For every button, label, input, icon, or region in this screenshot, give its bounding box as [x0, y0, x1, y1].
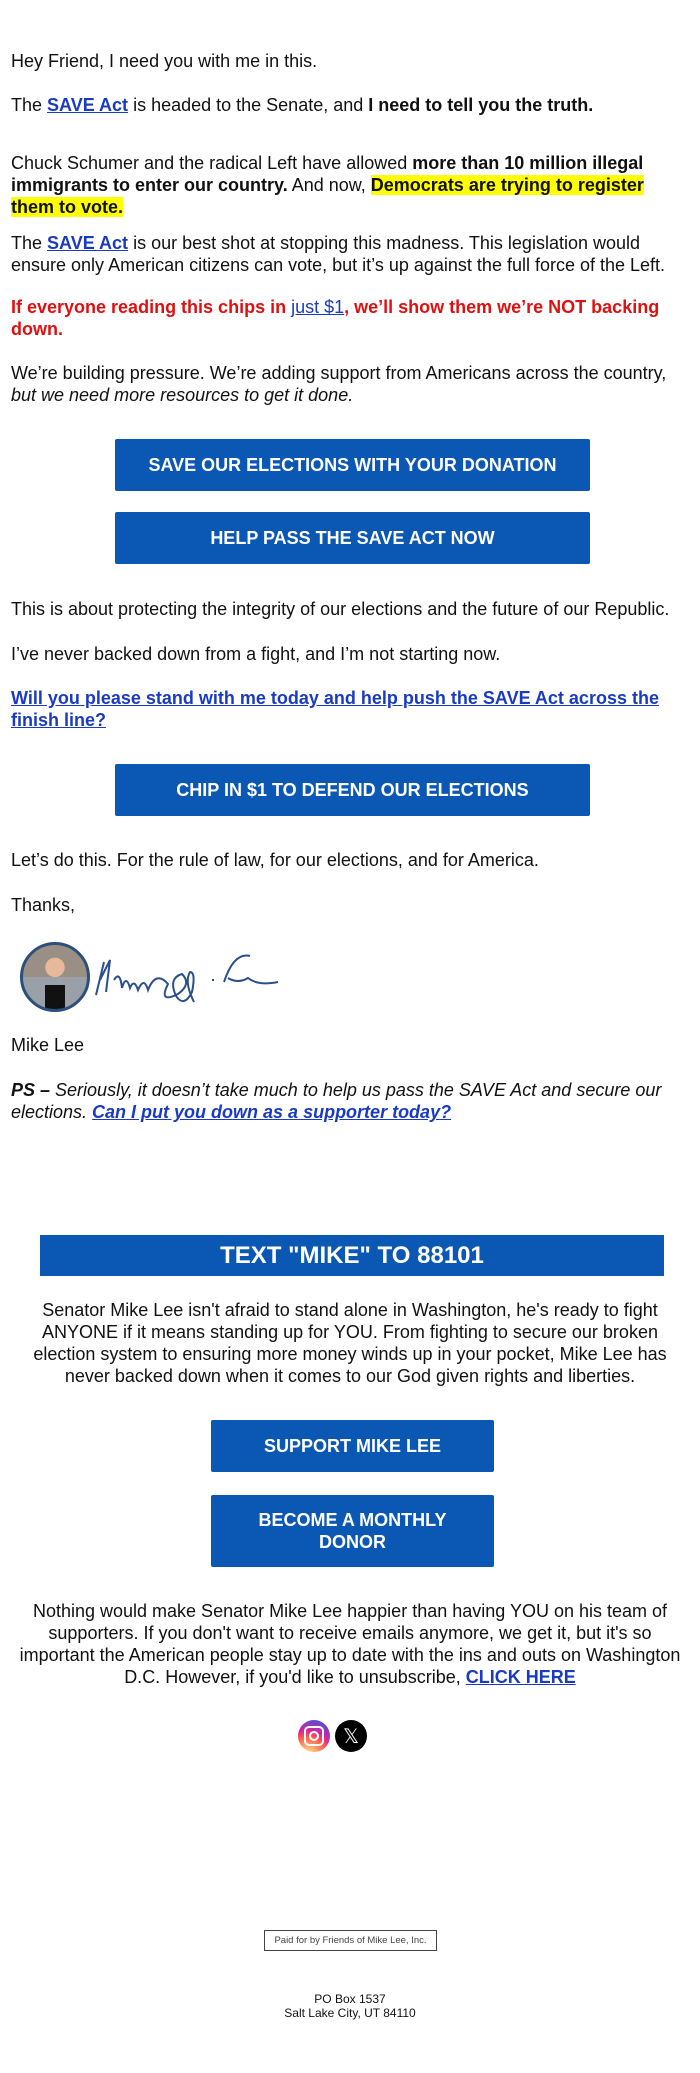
- text: is our best shot at stopping this madness. This legislation would ensure only American citizens can vote, but it’s up against the full force of the Left.: [11, 233, 666, 275]
- text: , we’ll show them we’re NOT backing down.: [11, 297, 660, 339]
- italic-text: but we need more resources to get it done.: [11, 385, 354, 405]
- paid-for-disclaimer: Paid for by Friends of Mike Lee, Inc.: [264, 1930, 437, 1951]
- text: Nothing would make Senator Mike Lee happier than having YOU on his team of supporters. If you don't want to receive emails anymore, we get it, but it's so important the American people stay up to date with the ins and outs on Washington D.C. However, if you'd like to unsubscribe,: [19, 1601, 681, 1687]
- text: The: [11, 95, 48, 115]
- avatar: [20, 942, 90, 1012]
- signature-image: [92, 950, 282, 1010]
- text: The: [11, 233, 48, 253]
- paragraph-8: Let’s do this. For the rule of law, for our elections, and for America.: [11, 850, 539, 870]
- highlighted-text: Democrats are trying to register them to vote.: [11, 175, 644, 217]
- bold-text: more than 10 million illegal immigrants to enter our country.: [11, 153, 644, 195]
- support-mike-lee-button[interactable]: SUPPORT MIKE LEE: [211, 1420, 494, 1472]
- paragraph-link: [11, 687, 686, 731]
- address-line-2: Salt Lake City, UT 84110: [284, 2006, 416, 2020]
- x-twitter-icon[interactable]: 𝕏: [335, 1720, 367, 1752]
- paragraph-4: [11, 296, 686, 340]
- just-1-link[interactable]: just $1: [291, 297, 345, 317]
- become-monthly-donor-button[interactable]: BECOME A MONTHLY DONOR: [211, 1495, 494, 1567]
- text: We’re building pressure. We’re adding support from Americans across the country,: [11, 363, 667, 383]
- paragraph-7: I’ve never backed down from a fight, and I’m not starting now.: [11, 644, 501, 664]
- ps-label: PS –: [11, 1080, 51, 1100]
- chip-in-button[interactable]: CHIP IN $1 TO DEFEND OUR ELECTIONS: [115, 764, 590, 816]
- save-act-link[interactable]: SAVE Act: [47, 95, 129, 115]
- text-mike-banner: TEXT "MIKE" TO 88101: [40, 1235, 664, 1276]
- save-elections-donate-button[interactable]: SAVE OUR ELECTIONS WITH YOUR DONATION: [115, 439, 590, 491]
- save-act-link[interactable]: SAVE Act: [47, 233, 129, 253]
- text: Seriously, it doesn’t take much to help us pass the SAVE Act and secure our elections.: [11, 1080, 662, 1122]
- text: Chuck Schumer and the radical Left have allowed: [11, 153, 413, 173]
- unsubscribe-paragraph: [14, 1600, 686, 1688]
- unsubscribe-link[interactable]: CLICK HERE: [465, 1667, 576, 1687]
- paragraph-6: This is about protecting the integrity of our elections and the future of our Republic.: [11, 599, 670, 619]
- paragraph-2: [11, 152, 686, 218]
- address-line-1: PO Box 1537: [314, 1992, 386, 2006]
- text: And now,: [287, 175, 371, 195]
- mailing-address: [0, 1992, 700, 2020]
- bold-text: I need to tell you the truth.: [368, 95, 594, 115]
- supporter-link[interactable]: Can I put you down as a supporter today?: [92, 1102, 452, 1122]
- stand-with-me-link[interactable]: Will you please stand with me today and help push the SAVE Act across the finish line?: [11, 688, 659, 730]
- instagram-icon[interactable]: [298, 1720, 330, 1752]
- ps-paragraph: [11, 1079, 686, 1123]
- about-paragraph: Senator Mike Lee isn't afraid to stand alone in Washington, he's ready to fight ANYONE if it means standing up for YOU. From fighting to secure our broken election system to ensuring more money winds up in your pocket, Mike Lee has never backed down when it comes to our God given rights and liberties.: [33, 1300, 667, 1386]
- text: If everyone reading this chips in: [11, 297, 292, 317]
- help-pass-save-act-button[interactable]: HELP PASS THE SAVE ACT NOW: [115, 512, 590, 564]
- paragraph-5: [11, 362, 686, 406]
- paragraph-1: [11, 94, 686, 116]
- text: is headed to the Senate, and: [128, 95, 369, 115]
- greeting: Hey Friend, I need you with me in this.: [11, 51, 318, 71]
- paragraph-3: [11, 232, 686, 276]
- sender-name: Mike Lee: [11, 1035, 85, 1055]
- thanks: Thanks,: [11, 895, 76, 915]
